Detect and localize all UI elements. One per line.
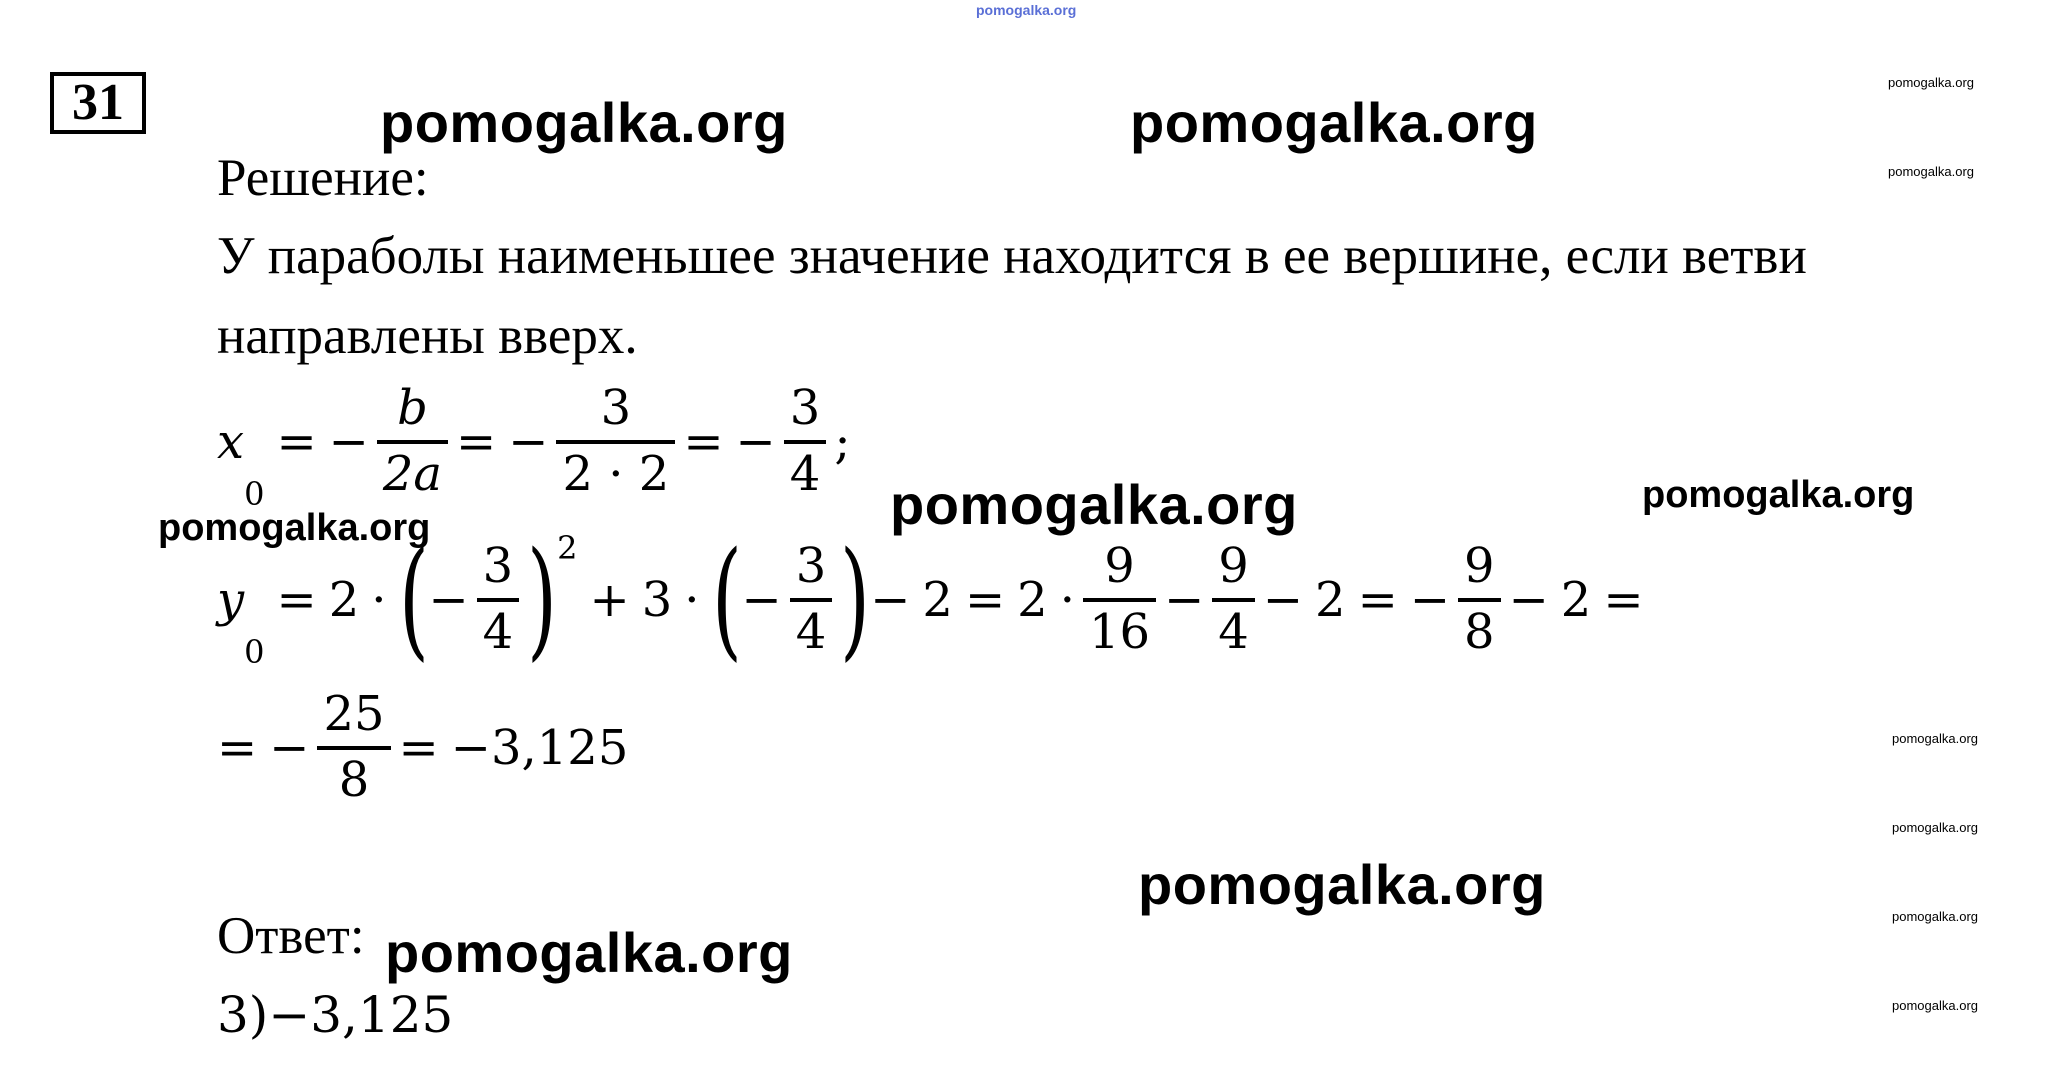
equals: = [964, 571, 1006, 628]
right-paren: ) [840, 524, 871, 674]
minus: − [328, 413, 369, 470]
solution-line-1: У параболы наименьшее значение находится в ее вершине, если ветви [217, 227, 1807, 285]
numerator: 25 [323, 686, 385, 742]
fraction-3-4 [784, 382, 827, 502]
equation-continuation [217, 688, 628, 808]
num-2: 2 [1560, 571, 1592, 628]
top-watermark: pomogalka.org [976, 2, 1077, 18]
equals: = [276, 413, 317, 470]
plus: + [589, 571, 630, 628]
watermark-medium: pomogalka.org [1642, 474, 1915, 516]
equals: = [217, 719, 258, 776]
fraction-3-4 [790, 540, 833, 660]
watermark-medium: pomogalka.org [158, 507, 431, 549]
fraction-25-8 [317, 688, 390, 808]
fraction-3-2x2 [556, 382, 675, 502]
var-x: x [217, 413, 245, 470]
denominator: 8 [1464, 603, 1495, 660]
dot: · [684, 571, 700, 628]
watermark-small: pomogalka.org [1892, 820, 1978, 835]
fraction-b-2a [377, 382, 448, 502]
minus: − [428, 571, 469, 628]
numerator: 9 [1218, 538, 1249, 594]
minus: − [870, 571, 911, 628]
fraction-3-4 [477, 540, 520, 660]
numerator: b [397, 380, 428, 436]
minus: − [1262, 571, 1304, 628]
task-number: 31 [50, 72, 146, 134]
subscript: 0 [244, 474, 265, 513]
equals: = [1357, 571, 1398, 628]
left-paren: ( [398, 524, 429, 674]
num-2: 2 [1315, 571, 1346, 628]
watermark-big: pomogalka.org [385, 921, 793, 984]
answer-value: 3)−3,125 [217, 986, 454, 1044]
exponent: 2 [557, 529, 578, 567]
answer-heading: Ответ: [217, 907, 365, 965]
minus: − [735, 413, 776, 470]
fraction-9-8 [1458, 540, 1501, 660]
solution-line-2: направлены вверх. [217, 307, 638, 365]
watermark-big: pomogalka.org [1130, 91, 1538, 154]
numerator: 3 [789, 380, 821, 436]
minus: − [508, 413, 549, 470]
minus: − [1508, 571, 1549, 628]
denominator: 2 · 2 [562, 445, 670, 502]
numerator: 3 [795, 538, 827, 594]
watermark-big: pomogalka.org [1138, 853, 1546, 916]
num-2: 2 [1017, 571, 1048, 628]
minus: − [1409, 571, 1451, 628]
dot: · [1059, 571, 1075, 628]
equals: = [683, 413, 724, 470]
dot: · [371, 571, 387, 628]
numerator: 9 [1464, 538, 1495, 594]
right-paren: ) [527, 524, 558, 674]
equals: = [276, 571, 317, 628]
watermark-big: pomogalka.org [890, 473, 1298, 536]
numerator: 3 [600, 380, 632, 436]
solution-heading: Решение: [217, 149, 429, 207]
equals: = [1603, 571, 1644, 628]
fraction-9-4 [1212, 540, 1255, 660]
minus: − [1164, 571, 1205, 628]
left-paren: ( [711, 524, 742, 674]
equation-y0 [217, 524, 1644, 674]
num-3: 3 [641, 571, 673, 628]
minus: − [741, 571, 782, 628]
denominator: 4 [795, 603, 827, 660]
numerator: 3 [482, 538, 514, 594]
watermark-small: pomogalka.org [1888, 75, 1974, 90]
watermark-small: pomogalka.org [1892, 731, 1978, 746]
denominator: 16 [1088, 603, 1151, 660]
subscript: 0 [244, 632, 265, 671]
num-2: 2 [922, 571, 953, 628]
watermark-small: pomogalka.org [1892, 909, 1978, 924]
denominator: 4 [1218, 603, 1249, 660]
denominator: 2a [382, 445, 443, 502]
numerator: 9 [1104, 538, 1135, 594]
var-y: y [217, 571, 245, 628]
watermark-small: pomogalka.org [1888, 164, 1974, 179]
denominator: 4 [789, 445, 821, 502]
fraction-9-16 [1083, 540, 1156, 660]
denominator: 4 [482, 603, 514, 660]
denominator: 8 [338, 751, 370, 808]
equation-x0 [217, 380, 851, 513]
equals: = [398, 719, 439, 776]
minus: − [269, 719, 310, 776]
semicolon: ; [834, 413, 851, 470]
equals: = [456, 413, 497, 470]
watermark-big: pomogalka.org [380, 91, 788, 154]
result: −3,125 [450, 719, 629, 776]
num-2: 2 [328, 571, 360, 628]
watermark-small: pomogalka.org [1892, 998, 1978, 1013]
